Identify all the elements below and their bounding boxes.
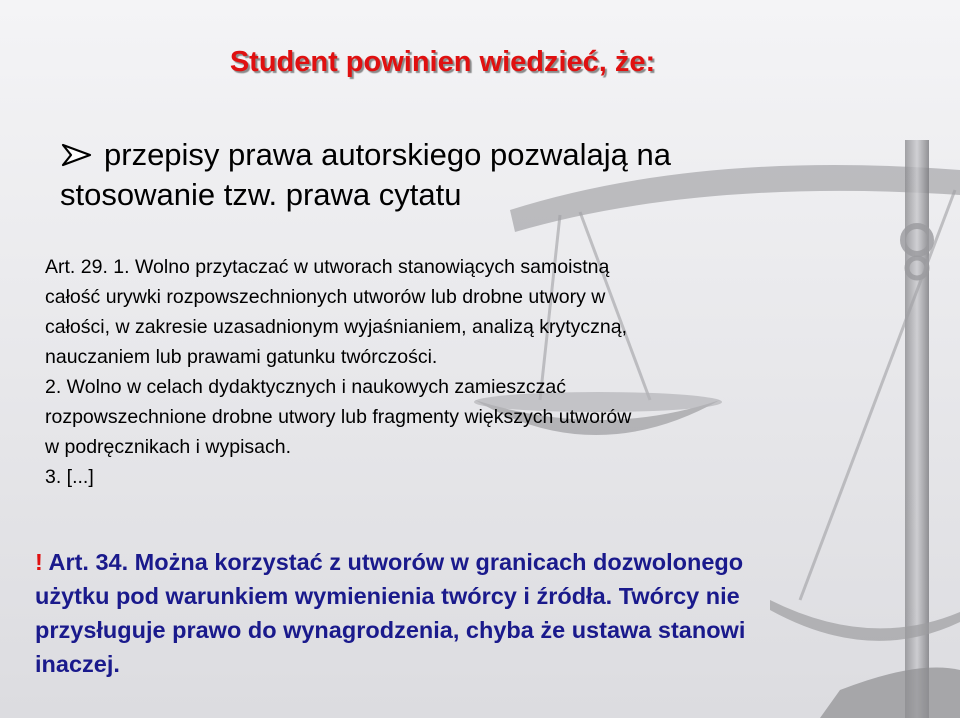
art34-line-3: przysługuje prawo do wynagrodzenia, chyba że ustawa stanowi xyxy=(35,617,746,643)
article-34-note xyxy=(35,545,895,681)
art34-line-4: inaczej. xyxy=(35,651,120,677)
bullet-point xyxy=(60,135,860,215)
exclamation-mark: ! xyxy=(35,549,43,575)
slide-title: Student powinien wiedzieć, że: xyxy=(229,46,656,78)
art29-line: całość urywki rozpowszechnionych utworów lub drobne utwory w xyxy=(45,286,606,308)
arrow-bullet-icon xyxy=(60,142,96,168)
article-29-quote xyxy=(45,252,905,492)
art29-line: nauczaniem lub prawami gatunku twórczości. xyxy=(45,346,438,368)
art29-line: rozpowszechnione drobne utwory lub fragmenty większych utworów xyxy=(45,406,632,428)
art29-line: 2. Wolno w celach dydaktycznych i naukowych zamieszczać xyxy=(45,376,566,398)
bullet-line-2: stosowanie tzw. prawa cytatu xyxy=(60,177,462,212)
bullet-line-1: przepisy prawa autorskiego pozwalają na xyxy=(104,137,671,172)
art29-line: całości, w zakresie uzasadnionym wyjaśnianiem, analizą krytyczną, xyxy=(45,316,627,338)
art34-line-1 xyxy=(35,545,895,579)
art34-line-1-text: Art. 34. Można korzystać z utworów w granicach dozwolonego xyxy=(42,549,744,575)
art29-line: w podręcznikach i wypisach. xyxy=(45,436,292,458)
art29-line: 3. [...] xyxy=(45,466,94,488)
art34-line-2: użytku pod warunkiem wymienienia twórcy i źródła. Twórcy nie xyxy=(35,583,740,609)
art29-line: Art. 29. 1. Wolno przytaczać w utworach stanowiących samoistną xyxy=(45,256,610,278)
